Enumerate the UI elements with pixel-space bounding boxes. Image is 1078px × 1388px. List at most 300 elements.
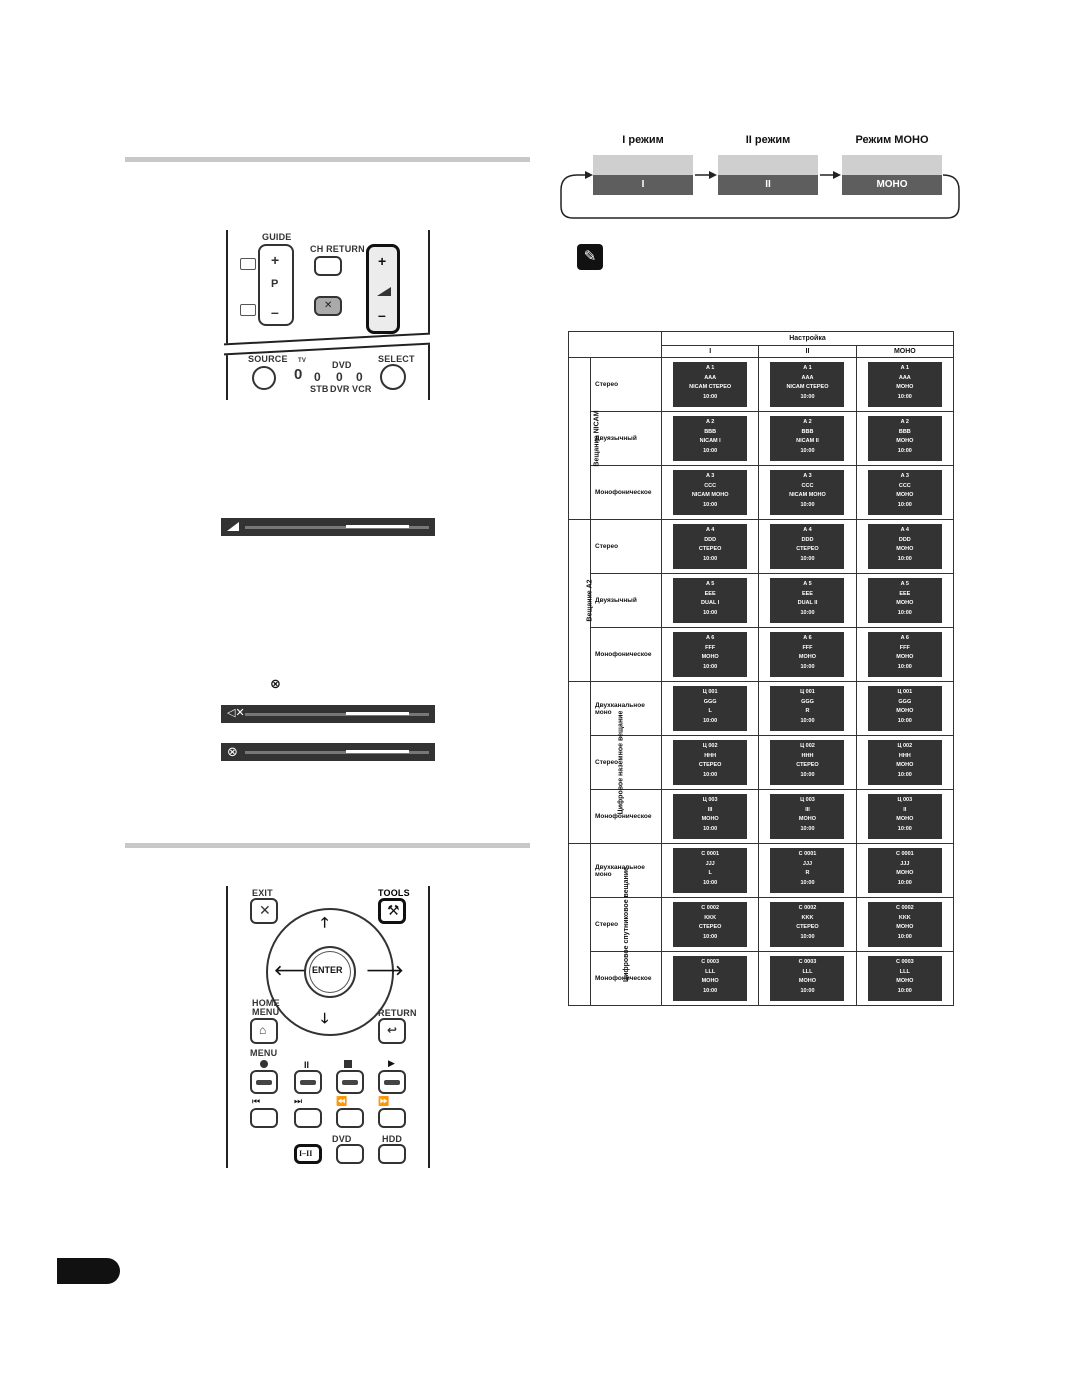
channel-info-line: 10:00 xyxy=(703,933,718,940)
signal-type-label: Двуязычный xyxy=(591,412,662,466)
channel-info-line: С 0002 xyxy=(895,905,914,911)
channel-info-line: 10:00 xyxy=(897,501,912,508)
channel-info-line: A 3 xyxy=(900,473,909,479)
menu-label: MENU xyxy=(250,1048,278,1058)
broadcast-group-text: Вещание NICAM xyxy=(593,410,601,467)
mute-level xyxy=(346,712,409,715)
channel-info-screen xyxy=(673,470,747,515)
tools-label: TOOLS xyxy=(378,888,410,898)
table-cell xyxy=(662,844,759,898)
mode-3-label: МОНО xyxy=(842,175,942,195)
channel-info-line: HHH xyxy=(898,752,911,759)
channel-info-line: 10:00 xyxy=(800,447,815,454)
stop-icon xyxy=(344,1060,352,1068)
channel-info-line: Ц 003 xyxy=(800,797,815,803)
channel-info-screen xyxy=(770,686,844,731)
mode-1-label: I xyxy=(593,175,693,195)
table-row xyxy=(569,358,954,412)
broadcast-group-label xyxy=(569,358,601,520)
prev-button[interactable] xyxy=(250,1108,278,1128)
guide-label: GUIDE xyxy=(262,232,292,242)
remote-cut-line xyxy=(224,333,430,356)
enter-label: ENTER xyxy=(312,965,343,975)
signal-type-label: Монофоническое xyxy=(591,952,662,1006)
table-row xyxy=(569,682,954,736)
channel-info-line: МОНО xyxy=(798,978,817,984)
channel-info-line: С 0001 xyxy=(701,851,720,857)
channel-info-line: 10:00 xyxy=(897,447,912,454)
channel-info-line: МОНО xyxy=(896,816,914,822)
table-cell xyxy=(662,466,759,520)
channel-info-line: Ц 001 xyxy=(897,689,913,695)
channel-info-screen xyxy=(770,362,844,407)
channel-info-screen xyxy=(673,740,747,785)
mute-icon: ✕ xyxy=(324,300,333,311)
broadcast-group-text: Цифровое наземное вещание xyxy=(617,710,625,815)
source-label: SOURCE xyxy=(248,354,288,364)
prev-icon: ⏮ xyxy=(252,1096,261,1106)
ch-return-button[interactable] xyxy=(314,256,342,276)
channel-info-line: 10:00 xyxy=(897,555,912,562)
channel-info-line: A 3 xyxy=(705,473,715,479)
table-cell xyxy=(662,412,759,466)
table-cell xyxy=(662,682,759,736)
channel-info-screen xyxy=(770,632,844,677)
signal-type-label: Двуязычный xyxy=(591,574,662,628)
channel-info-screen xyxy=(868,632,942,677)
arrow-left-icon[interactable]: 🡐 xyxy=(274,962,312,978)
channel-info-line: МОНО xyxy=(896,492,914,498)
vcr-indicator: 0 xyxy=(356,370,363,384)
wrench-icon: ⚒ xyxy=(387,902,400,918)
mute-speaker-icon: ◁✕ xyxy=(227,707,245,719)
table-cell xyxy=(856,736,953,790)
signal-type-label: Стерео xyxy=(591,520,662,574)
channel-info-line: DDD xyxy=(704,536,717,543)
channel-info-line: 10:00 xyxy=(800,393,815,400)
dvd-indicator: 0 xyxy=(336,370,343,384)
channel-info-screen xyxy=(868,524,942,569)
channel-info-line: МОНО xyxy=(896,654,914,660)
channel-info-line: МОНО xyxy=(798,816,817,822)
channel-info-screen xyxy=(868,470,942,515)
channel-info-line: HHH xyxy=(801,752,814,759)
audio-i-ii-button[interactable] xyxy=(294,1144,322,1164)
mode-cycle-arrows xyxy=(555,160,965,222)
channel-info-screen xyxy=(673,956,747,1001)
vcr-label: VCR xyxy=(352,384,372,394)
vol-plus: + xyxy=(378,253,387,269)
channel-info-line: 10:00 xyxy=(703,771,718,778)
table-cell xyxy=(759,358,856,412)
mute-osd-bar xyxy=(221,705,435,723)
channel-info-line: Ц 002 xyxy=(702,743,718,749)
signal-type-label: Стерео xyxy=(591,736,662,790)
p-label: P xyxy=(271,278,279,290)
table-row xyxy=(569,736,954,790)
signal-type-label: Монофоническое xyxy=(591,466,662,520)
channel-info-line: A 5 xyxy=(803,581,812,587)
table-row xyxy=(569,466,954,520)
channel-info-line: A 2 xyxy=(705,419,715,425)
channel-info-line: CCC xyxy=(704,482,717,489)
channel-info-line: FFF xyxy=(705,644,716,651)
channel-info-line: BBB xyxy=(704,428,717,435)
broadcast-group-text: Вещание A2 xyxy=(586,579,594,622)
dvd-label-2: DVD xyxy=(332,1134,352,1144)
arrow-right-icon[interactable]: 🡒 xyxy=(366,962,404,978)
table-row xyxy=(569,412,954,466)
channel-info-line: 10:00 xyxy=(897,717,912,724)
channel-info-line: 10:00 xyxy=(703,717,718,724)
home-menu-button[interactable] xyxy=(250,1018,278,1044)
return-icon: ↩ xyxy=(387,1023,398,1037)
table-cell xyxy=(856,358,953,412)
channel-info-line: 10:00 xyxy=(800,933,815,940)
play-button[interactable] xyxy=(378,1070,406,1094)
channel-info-line: A 1 xyxy=(900,365,909,371)
signal-type-label: Двухканальное моно xyxy=(591,682,662,736)
stb-label: STB xyxy=(310,384,329,394)
channel-info-line: 10:00 xyxy=(703,501,718,508)
channel-info-screen xyxy=(770,470,844,515)
channel-info-line: 10:00 xyxy=(800,663,815,670)
record-button[interactable] xyxy=(250,1070,278,1094)
forward-button[interactable] xyxy=(378,1108,406,1128)
table-cell xyxy=(856,898,953,952)
channel-info-line: FFF xyxy=(802,644,813,651)
channel-info-line: NICAM МОНО xyxy=(789,492,826,498)
table-row xyxy=(569,790,954,844)
p-plus: + xyxy=(271,252,280,268)
channel-info-line: A 4 xyxy=(900,527,909,533)
channel-info-line: EEE xyxy=(801,590,813,597)
channel-info-screen xyxy=(770,794,844,839)
channel-info-line: 10:00 xyxy=(703,393,718,400)
channel-info-screen xyxy=(770,524,844,569)
channel-info-line: МОНО xyxy=(896,600,914,606)
broadcast-group-label xyxy=(569,520,594,682)
page-down-icon xyxy=(240,304,256,316)
channel-info-line: KKK xyxy=(704,914,717,921)
column-header-1: I xyxy=(662,346,759,358)
table-cell xyxy=(856,844,953,898)
source-button[interactable] xyxy=(252,366,276,390)
channel-info-line: A 4 xyxy=(803,527,812,533)
channel-info-line: 10:00 xyxy=(800,825,815,832)
pause-button[interactable] xyxy=(294,1070,322,1094)
pause-icon: II xyxy=(304,1060,310,1070)
channel-info-line: Ц 003 xyxy=(702,797,718,803)
channel-info-line: LLL xyxy=(705,968,716,975)
table-row xyxy=(569,520,954,574)
volume-ramp-icon xyxy=(377,287,391,296)
channel-info-line: 10:00 xyxy=(897,393,912,400)
program-rocker[interactable] xyxy=(258,244,294,326)
remote-volume-illustration xyxy=(226,230,430,400)
channel-info-line: С 0001 xyxy=(798,851,817,857)
channel-info-screen xyxy=(770,956,844,1001)
channel-info-line: A 3 xyxy=(803,473,812,479)
channel-info-line: R xyxy=(805,870,810,876)
channel-info-line: NICAM I xyxy=(699,438,721,444)
next-icon: ⏭ xyxy=(294,1096,303,1106)
signal-type-label: Монофоническое xyxy=(591,790,662,844)
play-icon: ▶ xyxy=(388,1058,395,1068)
channel-info-screen xyxy=(868,956,942,1001)
channel-info-line: A 4 xyxy=(705,527,715,533)
table-cell xyxy=(759,520,856,574)
table-cell xyxy=(856,952,953,1006)
exit-button[interactable] xyxy=(250,898,278,924)
channel-info-line: С 0002 xyxy=(701,905,720,911)
channel-info-line: JJJ xyxy=(802,860,813,867)
channel-info-screen xyxy=(868,740,942,785)
channel-info-line: R xyxy=(805,708,810,714)
channel-info-line: A 5 xyxy=(705,581,715,587)
channel-info-line: Ц 001 xyxy=(702,689,718,695)
channel-info-line: LLL xyxy=(802,968,813,975)
channel-info-line: A 6 xyxy=(803,635,812,641)
channel-info-line: CCC xyxy=(801,482,814,489)
volume-rocker[interactable] xyxy=(366,244,400,334)
volume-osd-bar xyxy=(221,518,435,536)
table-cell xyxy=(759,466,856,520)
rewind-button[interactable] xyxy=(336,1108,364,1128)
channel-info-screen xyxy=(868,848,942,893)
table-cell xyxy=(662,790,759,844)
channel-info-line: 10:00 xyxy=(897,663,912,670)
channel-info-line: 10:00 xyxy=(897,933,912,940)
channel-info-line: A 1 xyxy=(803,365,812,371)
channel-info-line: A 1 xyxy=(705,365,715,371)
record-icon xyxy=(260,1060,268,1068)
table-cell xyxy=(856,466,953,520)
channel-info-screen xyxy=(770,416,844,461)
channel-info-screen xyxy=(673,362,747,407)
table-cell xyxy=(856,412,953,466)
arrow-up-icon[interactable]: 🡑 xyxy=(321,914,329,930)
table-cell xyxy=(856,682,953,736)
channel-info-line: GGG xyxy=(898,698,912,705)
channel-info-line: МОНО xyxy=(896,384,914,390)
channel-info-line: GGG xyxy=(801,698,814,705)
channel-info-screen xyxy=(868,416,942,461)
channel-info-line: МОНО xyxy=(798,654,817,660)
channel-info-line: DUAL I xyxy=(701,600,720,606)
signal-type-label: Стерео xyxy=(591,358,662,412)
vol-minus: – xyxy=(378,307,386,323)
exit-label: EXIT xyxy=(252,888,273,898)
table-cell xyxy=(856,574,953,628)
section-rule-top xyxy=(125,157,530,162)
channel-info-line: KKK xyxy=(898,914,911,921)
channel-info-screen xyxy=(673,686,747,731)
channel-info-line: 10:00 xyxy=(800,609,815,616)
mute-alt-level xyxy=(346,750,409,753)
page-up-icon xyxy=(240,258,256,270)
table-corner xyxy=(569,332,662,358)
channel-info-line: МОНО xyxy=(896,438,914,444)
next-button[interactable] xyxy=(294,1108,322,1128)
note-icon: ✎ xyxy=(577,244,603,270)
table-cell xyxy=(856,520,953,574)
select-label: SELECT xyxy=(378,354,415,364)
channel-info-line: NICAM МОНО xyxy=(691,492,729,498)
p-minus: – xyxy=(271,304,279,320)
channel-info-line: L xyxy=(708,870,712,876)
home-menu-label: MENU xyxy=(252,1007,280,1017)
table-cell xyxy=(759,574,856,628)
table-row xyxy=(569,844,954,898)
channel-info-line: 10:00 xyxy=(800,501,815,508)
channel-info-screen xyxy=(673,632,747,677)
table-cell xyxy=(759,736,856,790)
channel-info-line: 10:00 xyxy=(703,825,718,832)
hdd-button[interactable] xyxy=(378,1144,406,1164)
table-cell xyxy=(662,898,759,952)
select-button[interactable] xyxy=(380,364,406,390)
channel-info-line: СТЕРЕО xyxy=(796,924,819,930)
table-cell xyxy=(759,898,856,952)
channel-info-line: СТЕРЕО xyxy=(698,546,722,552)
channel-info-line: BBB xyxy=(801,428,814,435)
channel-info-line: NICAM СТЕРЕО xyxy=(786,384,829,390)
table-cell xyxy=(759,682,856,736)
dvd-button[interactable] xyxy=(336,1144,364,1164)
channel-info-screen xyxy=(770,578,844,623)
channel-info-line: III xyxy=(805,806,810,813)
ch-return-label: CH RETURN xyxy=(310,244,365,254)
channel-info-line: МОНО xyxy=(701,816,719,822)
channel-info-line: МОНО xyxy=(896,708,914,714)
page-number-tab xyxy=(57,1258,120,1284)
mode-2-label: II xyxy=(718,175,818,195)
home-label: HOME xyxy=(252,998,280,1008)
channel-info-line: III xyxy=(707,806,713,813)
channel-info-line: 10:00 xyxy=(800,555,815,562)
channel-info-line: JJJ xyxy=(705,860,715,867)
channel-info-line: AAA xyxy=(704,374,717,381)
channel-info-line: Ц 002 xyxy=(897,743,913,749)
channel-info-line: A 6 xyxy=(900,635,909,641)
table-cell xyxy=(856,628,953,682)
table-cell xyxy=(662,952,759,1006)
channel-info-line: A 6 xyxy=(705,635,715,641)
table-row xyxy=(569,628,954,682)
channel-info-line: II xyxy=(903,806,907,813)
channel-info-line: DDD xyxy=(801,536,814,543)
channel-info-line: DUAL II xyxy=(797,600,818,606)
mute-symbol: ⊗ xyxy=(270,676,281,691)
channel-info-line: МОНО xyxy=(896,762,914,768)
channel-info-screen xyxy=(673,578,747,623)
channel-info-line: 10:00 xyxy=(897,987,912,994)
table-cell xyxy=(662,574,759,628)
channel-info-line: 10:00 xyxy=(703,609,718,616)
channel-info-line: 10:00 xyxy=(800,879,815,886)
tools-button[interactable] xyxy=(378,898,406,924)
sound-mode-table xyxy=(568,331,954,1006)
tv-label: TV xyxy=(298,358,307,364)
i-ii-label: I–II xyxy=(299,1149,313,1158)
channel-info-line: 10:00 xyxy=(897,825,912,832)
channel-info-line: СТЕРЕО xyxy=(796,546,819,552)
table-cell xyxy=(662,358,759,412)
channel-info-line: LLL xyxy=(899,968,910,975)
channel-info-line: HHH xyxy=(704,752,717,759)
channel-info-line: 10:00 xyxy=(703,555,718,562)
channel-info-screen xyxy=(868,794,942,839)
channel-info-line: JJJ xyxy=(900,860,910,867)
mode-2-title: II режим xyxy=(745,134,791,146)
home-icon: ⌂ xyxy=(259,1023,267,1037)
channel-info-line: GGG xyxy=(703,698,717,705)
table-cell xyxy=(856,790,953,844)
channel-info-line: СТЕРЕО xyxy=(698,924,722,930)
remote-tools-illustration xyxy=(226,886,430,1168)
channel-info-line: 10:00 xyxy=(897,879,912,886)
channel-info-line: МОНО xyxy=(701,978,719,984)
channel-info-line: DDD xyxy=(898,536,911,543)
channel-info-line: FFF xyxy=(899,644,910,651)
section-rule-bottom xyxy=(125,843,530,848)
channel-info-line: KKK xyxy=(801,914,814,921)
channel-info-screen xyxy=(673,902,747,947)
mode-3-title: Режим МОНО xyxy=(855,134,929,146)
return-label: RETURN xyxy=(378,1008,417,1018)
channel-info-screen xyxy=(868,578,942,623)
signal-type-label: Двухканальное моно xyxy=(591,844,662,898)
mute-alt-icon: ⊗ xyxy=(227,744,238,759)
table-cell xyxy=(759,412,856,466)
channel-info-screen xyxy=(770,740,844,785)
channel-info-line: NICAM СТЕРЕО xyxy=(689,384,732,390)
channel-info-screen xyxy=(673,794,747,839)
channel-info-line: Ц 001 xyxy=(800,689,815,695)
channel-info-line: 10:00 xyxy=(703,447,718,454)
channel-info-line: МОНО xyxy=(701,654,719,660)
channel-info-line: NICAM II xyxy=(796,438,819,444)
channel-info-screen xyxy=(673,524,747,569)
channel-info-line: A 2 xyxy=(900,419,909,425)
channel-info-line: 10:00 xyxy=(800,717,815,724)
dvr-label: DVR xyxy=(330,384,350,394)
mute-alt-osd-bar xyxy=(221,743,435,761)
stop-button[interactable] xyxy=(336,1070,364,1094)
channel-info-screen xyxy=(868,686,942,731)
channel-info-screen xyxy=(673,416,747,461)
table-row xyxy=(569,574,954,628)
arrow-down-icon[interactable]: 🡓 xyxy=(321,1010,329,1026)
channel-info-line: Ц 002 xyxy=(800,743,815,749)
dvd-label: DVD xyxy=(332,360,352,370)
channel-info-screen xyxy=(673,848,747,893)
channel-info-line: 10:00 xyxy=(703,987,718,994)
channel-info-line: EEE xyxy=(704,590,716,597)
return-button[interactable] xyxy=(378,1018,406,1044)
hdd-label: HDD xyxy=(382,1134,403,1144)
volume-ramp-icon xyxy=(227,522,239,531)
signal-type-label: Монофоническое xyxy=(591,628,662,682)
signal-type-label: Стерео xyxy=(591,898,662,952)
channel-info-line: МОНО xyxy=(896,924,914,930)
table-cell xyxy=(662,628,759,682)
channel-info-line: 10:00 xyxy=(703,879,718,886)
mute-button[interactable] xyxy=(314,296,342,316)
volume-level xyxy=(346,525,409,528)
channel-info-line: С 0003 xyxy=(798,959,817,965)
